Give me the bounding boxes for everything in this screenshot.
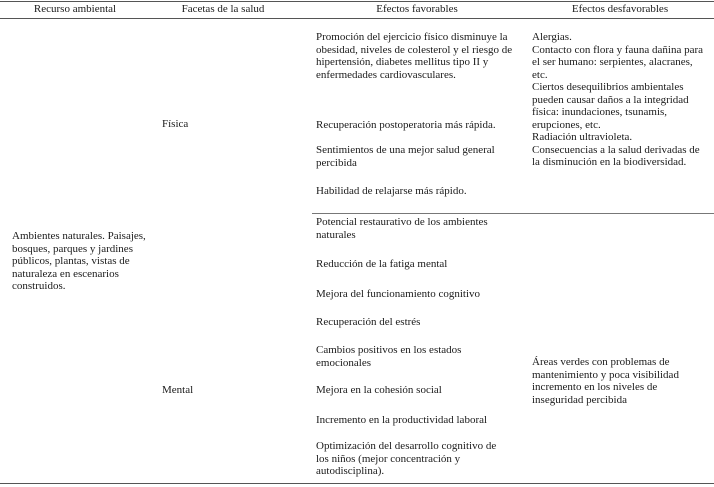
physical-unfavorable-1: Alergias. (532, 31, 572, 43)
physical-unfavorable-3: Ciertos desequilibrios ambientales pueden causar daños a la integridad física: inundaciones, tsunamis, erupciones, etc. (532, 81, 689, 131)
physical-unfavorable-4: Radiación ultravioleta. (532, 131, 633, 143)
physical-favorable-4: Habilidad de relajarse más rápido. (316, 185, 467, 197)
facet-mental: Mental (162, 384, 194, 396)
mental-favorable-6: Mejora en la cohesión social (316, 384, 442, 396)
mental-unfavorable-1: Áreas verdes con problemas de mantenimiento y poca visibilidad incremento en los niveles de inseguridad percibida (532, 356, 679, 406)
physical-favorable-1: Promoción del ejercicio físico disminuye la obesidad, niveles de colesterol y el riesgo de hipertensión, diabetes mellitus tipo II y enfermedades cardiovasculares. (316, 31, 513, 81)
mental-favorable-7: Incremento en la productividad laboral (316, 414, 488, 426)
resource-cell: Ambientes naturales. Paisajes, bosques, parques y jardines públicos, plantas, vistas de naturaleza en escenarios construidos. (12, 230, 146, 292)
physical-unfavorable-5: Consecuencias a la salud derivadas de la disminución en la biodiversidad. (532, 143, 700, 168)
physical-unfavorable-2: Contacto con flora y fauna dañina para el ser humano: serpientes, alacranes, etc. (532, 43, 704, 81)
mental-favorable-2: Reducción de la fatiga mental (316, 258, 448, 270)
header-rule (0, 18, 714, 19)
facet-fisica: Física (162, 118, 189, 130)
section-rule (312, 213, 714, 214)
header-recurso-ambiental: Recurso ambiental (33, 3, 117, 15)
physical-favorable-2: Recuperación postoperatoria más rápida. (316, 119, 496, 131)
mental-favorable-3: Mejora del funcionamiento cognitivo (316, 288, 481, 300)
mental-favorable-1: Potencial restaurativo de los ambientes naturales (316, 216, 488, 241)
physical-favorable-3: Sentimientos de una mejor salud general percibida (316, 144, 495, 169)
mental-favorable-8: Optimización del desarrollo cognitivo de los niños (mejor concentración y autodisciplina). (316, 440, 497, 477)
bottom-rule (0, 483, 714, 484)
physical-unfavorable-list (532, 31, 704, 169)
header-efectos-favorables: Efectos favorables (376, 3, 458, 15)
top-rule (0, 1, 714, 2)
mental-favorable-5: Cambios positivos en los estados emocionales (316, 344, 462, 369)
header-facetas-salud: Facetas de la salud (181, 3, 265, 15)
mental-favorable-4: Recuperación del estrés (316, 316, 421, 328)
header-efectos-desfavorables: Efectos desfavorables (571, 3, 669, 15)
